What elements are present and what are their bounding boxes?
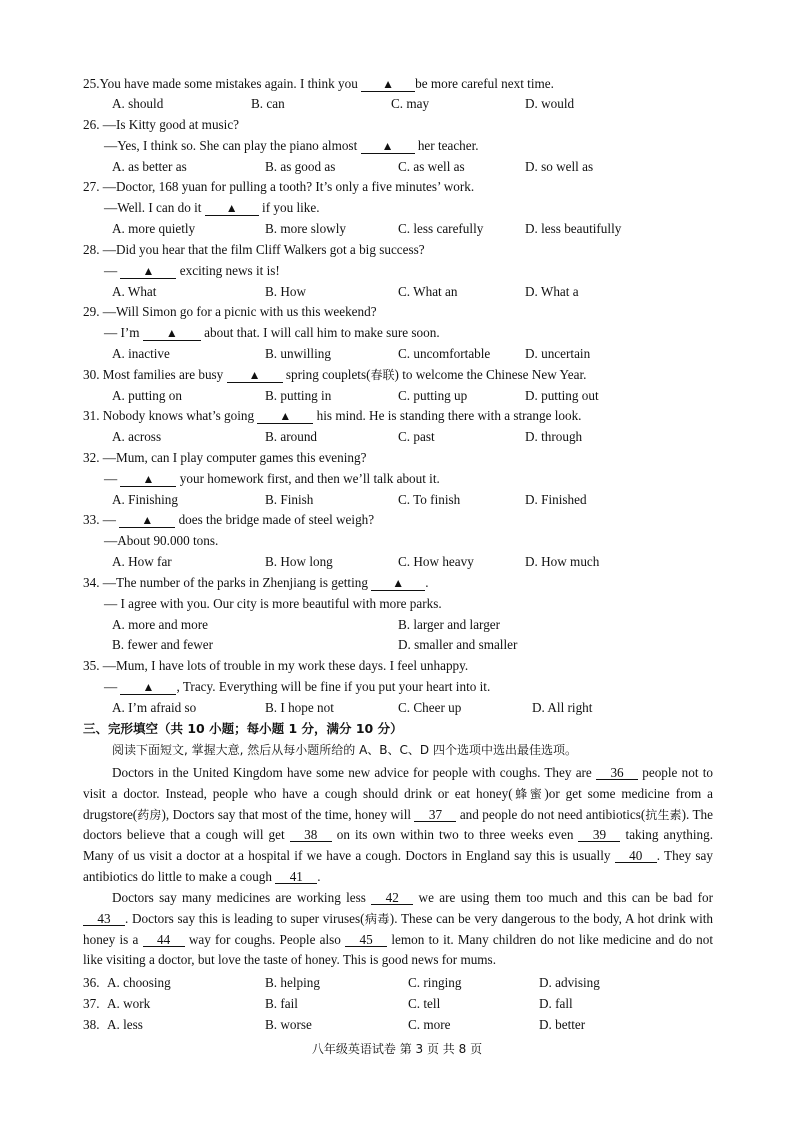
question-33-line2: —About 90.000 tons. xyxy=(104,533,219,548)
passage-text: Doctors in the United Kingdom have some new advice for people with coughs. They are xyxy=(112,765,597,780)
answer-blank: ▲ xyxy=(371,576,425,591)
answer-blank: ▲ xyxy=(361,77,415,92)
page-footer: 八年级英语试卷 第 3 页 共 8 页 xyxy=(311,1042,483,1056)
passage-text: ), Doctors say that most of the time, honey will xyxy=(161,806,415,822)
cloze-blank-40: 40 xyxy=(615,849,657,863)
question-32-line2: — ▲ your homework first, and then we’ll talk about it. xyxy=(104,471,440,486)
passage-text: ). These can be very dangerous to the body, A hot drink with honey is a xyxy=(83,910,713,947)
passage-text: on its own within two to three weeks even xyxy=(331,827,579,843)
passage-text: taking anything. Many of us visit a doctor at a hospital if we have a cough. Doctors in England say this is usually xyxy=(83,827,713,864)
question-35-line2: — ▲ , Tracy. Everything will be fine if you put your heart into it. xyxy=(104,679,491,694)
passage-text: . xyxy=(317,868,321,884)
question-34: 34. —The number of the parks in Zhenjiang is getting ▲ . xyxy=(83,575,429,590)
question-26-line2: —Yes, I think so. She can play the piano almost ▲ her teacher. xyxy=(104,138,479,153)
chinese-gloss: 药房 xyxy=(137,807,162,822)
question-27: 27. —Doctor, 168 yuan for pulling a tooth? It’s only a five minutes’ work. xyxy=(83,179,475,194)
question-number: 25. xyxy=(83,76,100,91)
question-27-line2: —Well. I can do it ▲ if you like. xyxy=(104,200,320,215)
answer-blank: ▲ xyxy=(257,409,313,424)
question-34-line2: — I agree with you. Our city is more beautiful with more parks. xyxy=(104,596,442,611)
passage-text: people not to visit a doctor. Instead, people who have a cough should drink or eat honey( xyxy=(83,765,713,801)
passage-text: . Doctors say this is leading to super viruses( xyxy=(125,910,365,926)
passage-text: way for coughs. People also xyxy=(184,931,346,947)
question-33: 33. — ▲ does the bridge made of steel weigh? xyxy=(83,512,375,527)
question-25: 25.You have made some mistakes again. I think you ▲ be more careful next time. xyxy=(83,76,554,91)
cloze-passage-paragraph-2 xyxy=(83,888,713,971)
passage-text: )or get some medicine from a drugstore( xyxy=(83,785,713,822)
passage-text: and people do not need antibiotics( xyxy=(456,806,646,822)
question-stem: You have made some mistakes again. I think you xyxy=(99,76,362,91)
cloze-blank-38: 38 xyxy=(290,828,332,842)
answer-blank: ▲ xyxy=(120,680,176,695)
chinese-gloss: 抗生素 xyxy=(645,807,682,822)
passage-text: we are using them too much and this can be bad for xyxy=(413,890,713,905)
passage-text: . They say antibiotics do little to make a cough xyxy=(83,848,713,884)
section-title: 三、完形填空（共 10 小题；每小题 1 分，满分 10 分） xyxy=(83,721,403,736)
cloze-blank-37: 37 xyxy=(414,808,456,822)
answer-blank: ▲ xyxy=(120,264,176,279)
answer-blank: ▲ xyxy=(120,472,176,487)
cloze-blank-45: 45 xyxy=(345,933,387,947)
cloze-blank-39: 39 xyxy=(578,828,620,842)
question-29: 29. —Will Simon go for a picnic with us this weekend? xyxy=(83,304,377,319)
question-31: 31. Nobody knows what’s going ▲ his mind. He is standing there with a strange look. xyxy=(83,408,582,423)
question-28-line2: — ▲ exciting news it is! xyxy=(104,263,280,278)
answer-blank: ▲ xyxy=(361,139,415,154)
question-35: 35. —Mum, I have lots of trouble in my work these days. I feel unhappy. xyxy=(83,658,469,673)
cloze-blank-36: 36 xyxy=(596,766,638,780)
passage-text: Doctors say many medicines are working less xyxy=(112,890,372,905)
question-29-line2: — I’m ▲ about that. I will call him to make sure soon. xyxy=(104,325,440,340)
question-26: 26. —Is Kitty good at music? xyxy=(83,117,240,132)
cloze-blank-41: 41 xyxy=(275,870,317,884)
cloze-blank-44: 44 xyxy=(143,933,185,947)
question-32: 32. —Mum, can I play computer games this evening? xyxy=(83,450,367,465)
cloze-blank-42: 42 xyxy=(371,891,413,905)
question-28: 28. —Did you hear that the film Cliff Walkers got a big success? xyxy=(83,242,425,257)
cloze-passage-paragraph-1 xyxy=(83,763,713,888)
answer-blank: ▲ xyxy=(119,513,175,528)
answer-blank: ▲ xyxy=(227,368,283,383)
cloze-blank-43: 43 xyxy=(83,912,125,926)
section-instruction: 阅读下面短文, 掌握大意, 然后从每小题所给的 A、B、C、D 四个选项中选出最佳选项。 xyxy=(112,743,577,757)
passage-text: lemon to it. Many children do not like medicine and do not like visiting a doctor, but love the taste of honey. This is good news for mums. xyxy=(83,931,713,968)
answer-blank: ▲ xyxy=(143,326,201,341)
chinese-gloss: 蜂蜜 xyxy=(512,786,545,801)
exam-page: 25.You have made some mistakes again. I think you ▲ be more careful next time. A. should B. can C. may D. would 26. —Is Kitty good at music? —Yes, I think so. She can play the piano almost ▲ her teacher. A. as better as B. as good as C. as well as D. so well as 27. —Doctor, 168 yuan for pulling a tooth? It’s only a five minutes’ work. —Well. I can do it ▲ if you like. A. more quietly B. more slowly C. less carefully D. less beautifully 28. —Did you hear that the film Cliff Walkers got a big success? — ▲ exciting news it is! A. What B. How C. What an D. What a 29. —Will Simon go for a picnic with us this weekend? — I’m ▲ about that. I will call him to make sure soon. A. inactive B. unwilling C. uncomfortable D. uncertain 30. Most families are busy ▲ spring couplets(春联) to welcome the Chinese New Year. A. putting on B. putting in C. putting up D. putting out 31. Nobody knows what’s going ▲ his mind. He is standing there with a strange look. A. across B. around C. past D. through 32. —Mum, can I play computer games this evening? — ▲ your homework first, and then we’ll talk about it. A. Finishing B. Finish C. To finish D. Finished 33. — ▲ does the bridge made of steel weigh? —About 90.000 tons. A. How far B. How long C. How heavy D. How much 34. —The number of the parks in Zhenjiang is getting ▲ . — I agree with you. Our city is more beautiful with more parks. A. more and more B. larger and larger B. fewer and fewer D. smaller and smaller 35. —Mum, I have lots of trouble in my work these days. I feel unhappy. — ▲ , Tracy. Everything will be fine if you put your heart into it. A. I’m afraid so B. I hope not C. Cheer up D. All right 三、完形填空（共 10 小题；每小题 1 分，满分 10 分） 阅读下面短文, 掌握大意, 然后从每小题所给的 A、B、C、D 四个选项中选出最佳选项。 Doctors in the United Kingdom have some new advice for people with coughs. They are 36 people not to visit a doctor. Instead, people who have a cough should drink or eat honey(蜂蜜)or get some medicine from a drugstore(药房), Doctors say that most of the time, honey will 37 and people do not need antibiotics(抗生素). The doctors believe that a cough will get 38 on its own within two to three weeks even 39 taking anything. Many of us visit a doctor at a hospital if we have a cough. Doctors in England say this is usually 40 . They say antibiotics do little to make a cough 41 . Doctors say many medicines are working less 42 we are using them too much and this can be bad for 43 . Doctors say this is leading to super viruses(病毒). These can be very dangerous to the body, A hot drink with honey is a 44 way for coughs. People also 45 lemon to it. Many children do not like medicine and do not like visiting a doctor, but love the taste of honey. This is good news for mums. 36. A. choosing B. helping C. ringing D. advising 37. A. work B. fail C. tell D. fall 38. A. less B. worse C. more D. better 八年级英语试卷 第 3 页 共 8 页 xyxy=(0,0,794,1122)
passage-text: ). The doctors believe that a cough will get xyxy=(83,806,713,843)
chinese-gloss: 病毒 xyxy=(364,911,390,926)
answer-blank: ▲ xyxy=(205,201,259,216)
question-30: 30. Most families are busy ▲ spring couplets(春联) to welcome the Chinese New Year. xyxy=(83,367,587,382)
